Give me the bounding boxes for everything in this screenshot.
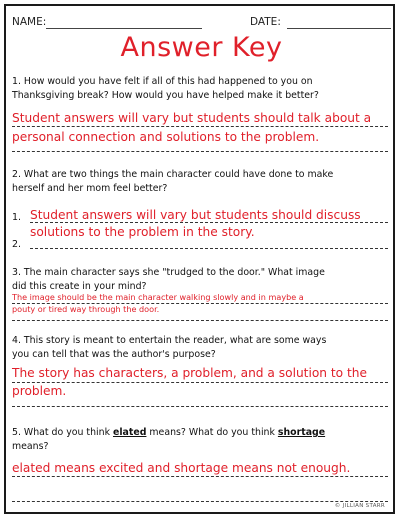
answer-5-rule-1 <box>12 476 388 477</box>
question-2 <box>12 168 333 195</box>
answer-5-line-1: elated means excited and shortage means not enough. <box>12 461 351 475</box>
date-field-line <box>287 28 391 29</box>
list-number-1: 1. <box>12 212 22 223</box>
name-field-line <box>46 28 202 29</box>
answer-3-rule-2 <box>12 320 388 321</box>
date-label: DATE: <box>250 16 281 28</box>
answer-2-line-2: solutions to the problem in the story. <box>30 225 255 239</box>
question-1 <box>12 75 319 102</box>
question-4-line-2: you can tell that was the author's purpose? <box>12 348 216 360</box>
answer-2-rule-2 <box>30 248 388 249</box>
answer-3-line-1: The image should be the main character walking slowly and in maybe a <box>12 292 304 302</box>
question-1-line-2: Thanksgiving break? How would you have helped make it better? <box>12 89 319 101</box>
answer-2-line-1: Student answers will vary but students should discuss <box>30 208 361 222</box>
question-3-line-1: 3. The main character says she "trudged to the door." What image <box>12 267 325 278</box>
question-2-line-2: herself and her mom feel better? <box>12 182 168 194</box>
answer-1-line-2: personal connection and solutions to the problem. <box>12 130 320 144</box>
page-title: Answer Key <box>120 32 283 63</box>
question-5 <box>12 426 325 453</box>
answer-3-line-2: pouty or tired way through the door. <box>12 304 160 314</box>
answer-1-line-1: Student answers will vary but students should talk about a <box>12 111 372 125</box>
vocab-word-shortage: shortage <box>277 427 326 438</box>
question-2-line-1: 2. What are two things the main character could have done to make <box>12 169 334 180</box>
answer-2-rule-1 <box>30 222 388 223</box>
question-5-line-2: means? <box>12 440 49 452</box>
answer-4-rule-2 <box>12 406 388 407</box>
worksheet-page <box>4 4 395 514</box>
list-number-2: 2. <box>12 239 22 250</box>
answer-4-rule-1 <box>12 382 388 383</box>
question-1-line-1: 1. How would you have felt if all of this had happened to you on <box>12 76 313 87</box>
question-4-line-1: 4. This story is meant to entertain the reader, what are some ways <box>12 335 327 346</box>
answer-1-rule-2 <box>12 151 388 152</box>
name-label: NAME: <box>12 16 47 28</box>
question-5-line-1: 5. What do you think elated means? What do you think shortage <box>12 427 326 438</box>
copyright-credit: © JILLIAN STARR <box>334 503 385 509</box>
question-3 <box>12 266 325 293</box>
question-4 <box>12 334 326 361</box>
answer-4-line-1: The story has characters, a problem, and a solution to the <box>12 366 368 380</box>
answer-5-rule-2 <box>12 501 388 502</box>
answer-1-rule-1 <box>12 126 388 127</box>
question-3-line-2: did this create in your mind? <box>12 280 147 292</box>
vocab-word-elated: elated <box>112 427 147 438</box>
answer-4-line-2: problem. <box>12 384 67 398</box>
